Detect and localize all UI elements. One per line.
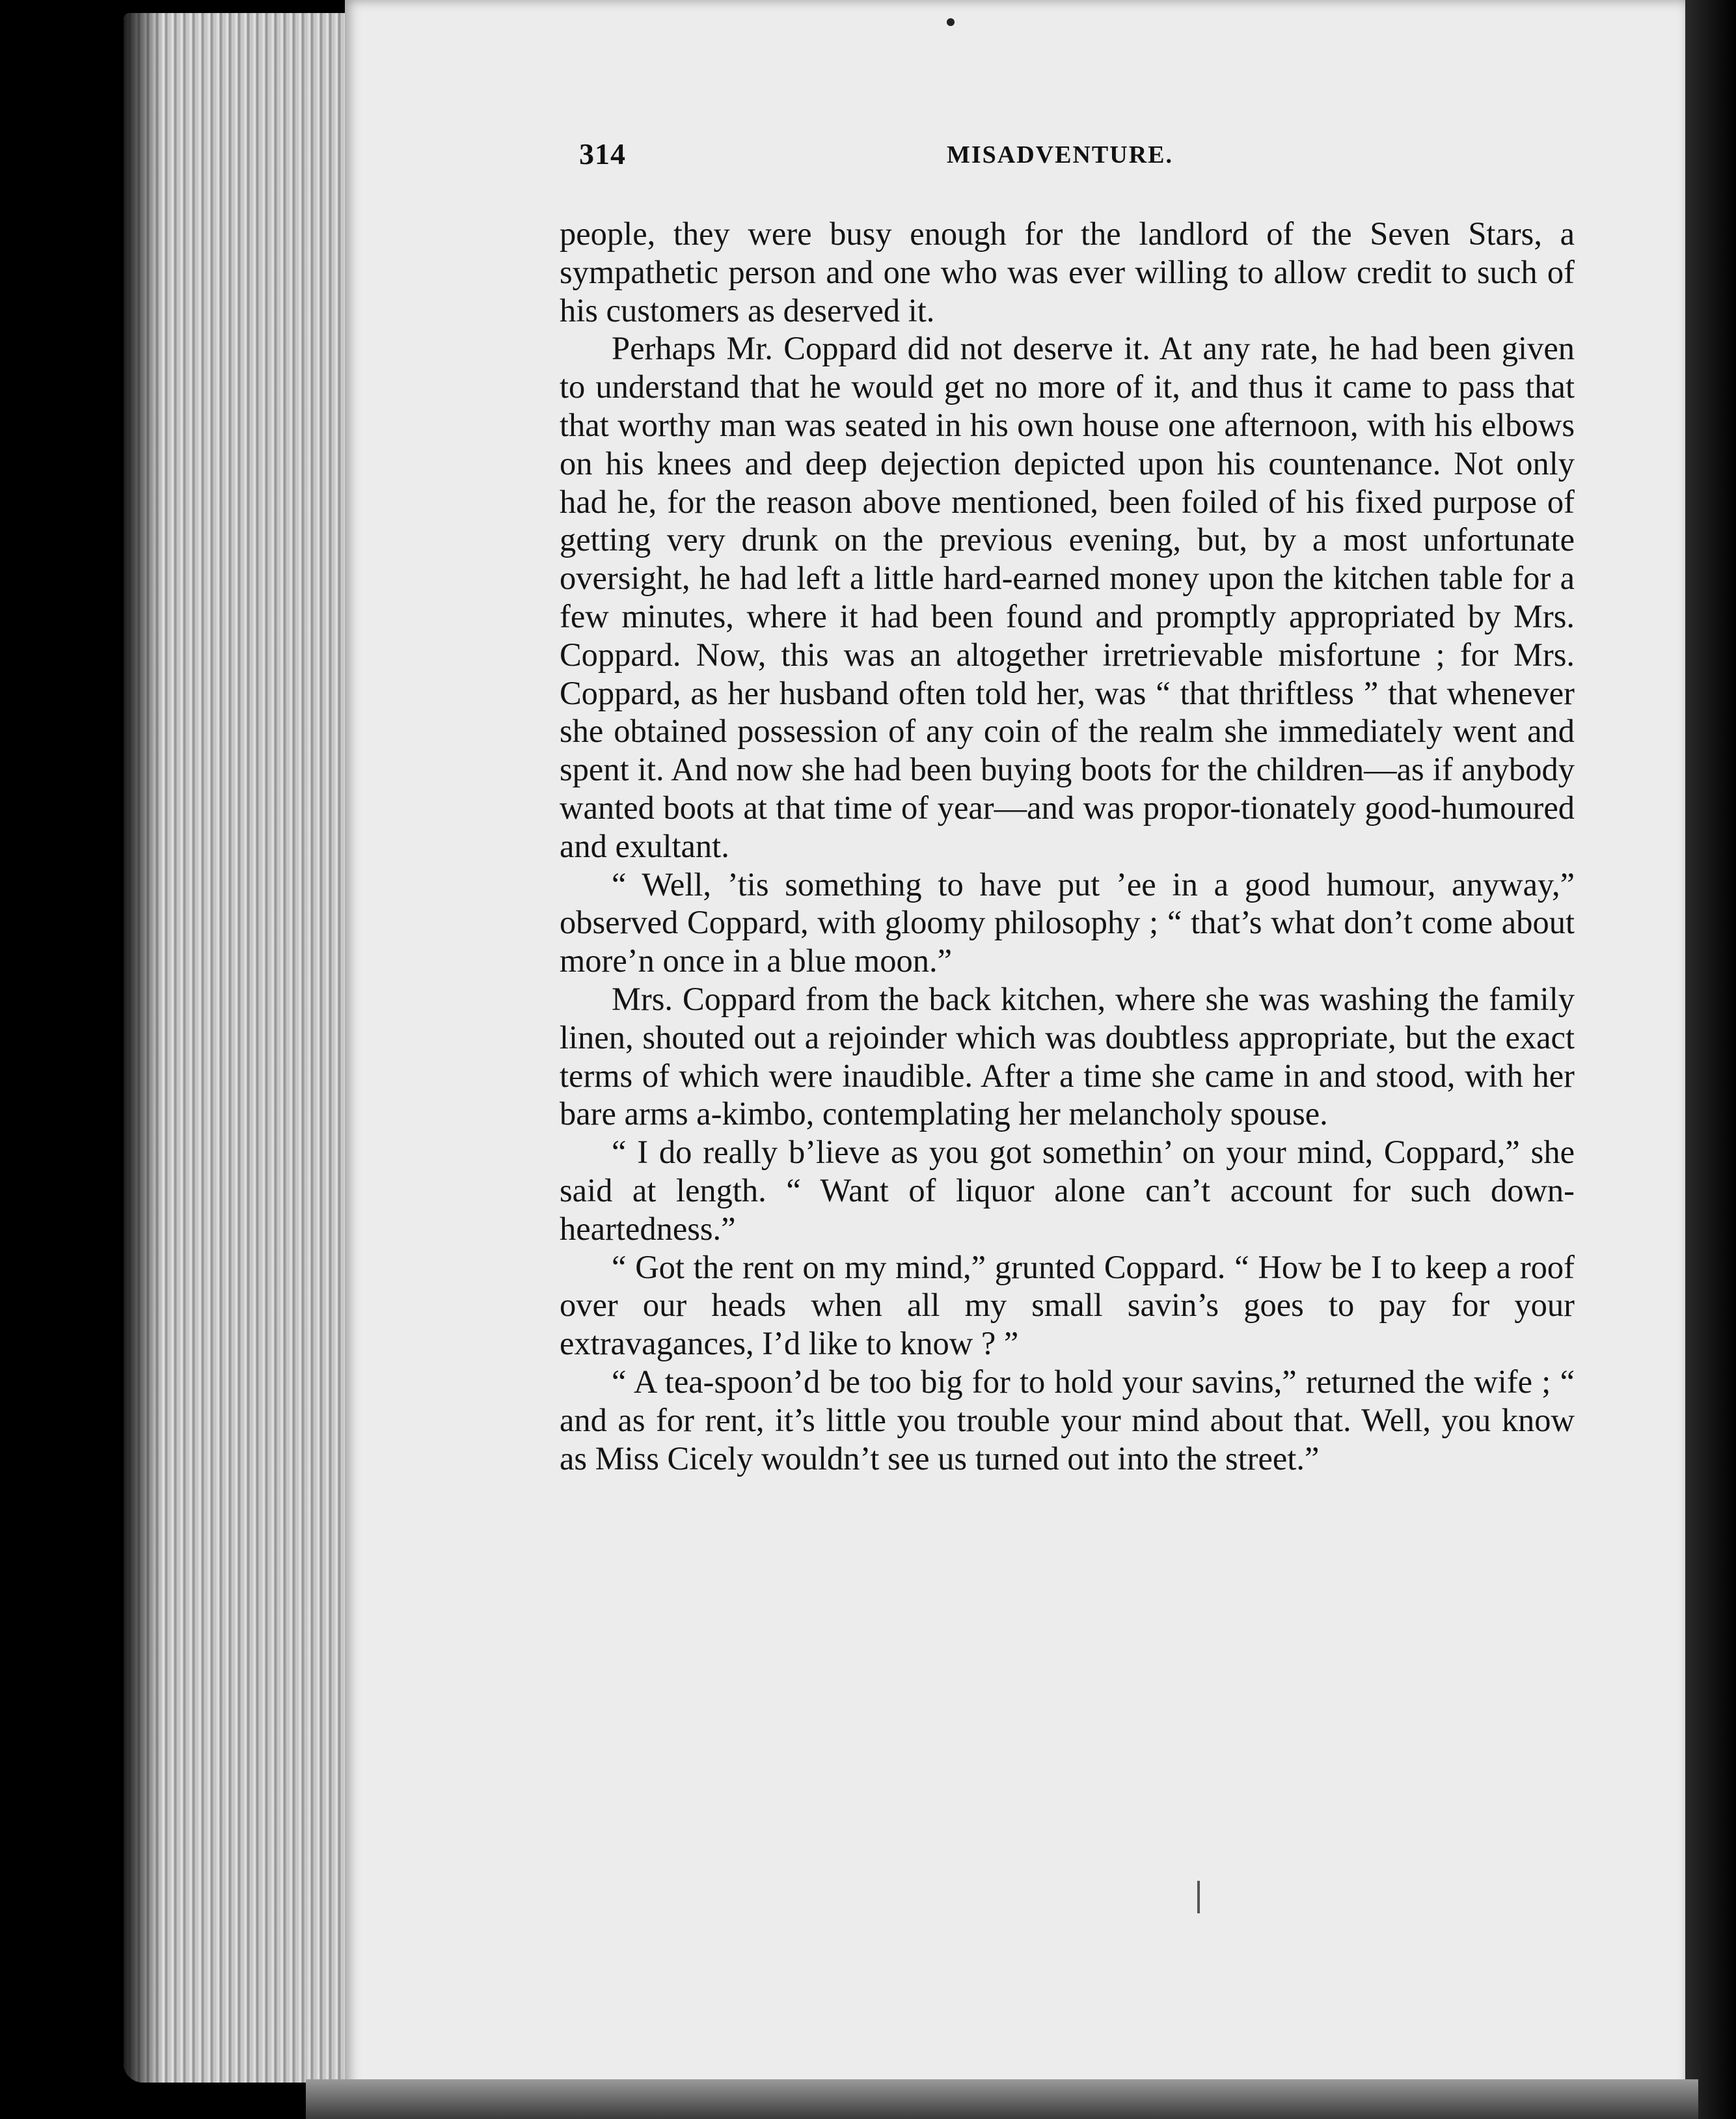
paragraph: “ A tea-spoon’d be too big for to hold your savins,” returned the wife ; “ and as for rent, it’s little you trouble your mind about that. Well, you know as Miss Cicely wouldn’t see us turned out into the street.” [560, 1363, 1575, 1477]
page-header [579, 137, 1581, 182]
paragraph: Perhaps Mr. Coppard did not deserve it. At any rate, he had been given to understand that he would get no more of it, and thus it came to pass that that worthy man was seated in his own house one afternoon, with his elbows on his knees and deep dejection depicted upon his countenance. Not only had he, for the reason above mentioned, been foiled of his fixed purpose of getting very drunk on the previous evening, but, by a most unfortunate oversight, he had left a little hard-earned money upon the kitchen table for a few minutes, where it had been found and promptly appropriated by Mrs. Coppard. Now, this was an altogether irretrievable misfortune ; for Mrs. Coppard, as her husband often told her, was “ that thriftless ” that whenever she obtained possession of any coin of the realm she immediately went and spent it. And now she had been buying boots for the children—as if anybody wanted boots at that time of year—and was propor-tionately good-humoured and exultant. [560, 330, 1575, 864]
paragraph: “ I do really b’lieve as you got somethin’ on your mind, Coppard,” she said at length. “ Want of liquor alone can’t account for such down-heartedness.” [560, 1134, 1575, 1247]
paragraph: Mrs. Coppard from the back kitchen, where she was washing the family linen, shouted out a rejoinder which was doubtless appropriate, but the exact terms of which were inaudible. After a time she came in and stood, with her bare arms a-kimbo, contemplating her melancholy spouse. [560, 980, 1575, 1132]
ink-speck [947, 18, 955, 26]
page-number: 314 [579, 137, 626, 171]
paragraph: “ Well, ’tis something to have put ’ee in a good humour, anyway,” observed Coppard, with gloomy philosophy ; “ that’s what don’t come about more’n once in a blue moon.” [560, 866, 1575, 979]
page-edges-shadow [124, 13, 163, 2083]
page-right-shadow [1685, 0, 1736, 2119]
paragraph: “ Got the rent on my mind,” grunted Coppard. “ How be I to keep a roof over our heads when all my small savin’s goes to pay for your extravagances, I’d like to know ? ” [560, 1248, 1575, 1362]
page-bottom-shadow [306, 2079, 1698, 2119]
scan-mark [1197, 1881, 1200, 1913]
body-text [560, 215, 1575, 1477]
paragraph: people, they were busy enough for the landlord of the Seven Stars, a sympathetic person and one who was ever willing to allow credit to such of his customers as deserved it. [560, 215, 1575, 329]
running-head: MISADVENTURE. [947, 141, 1173, 169]
